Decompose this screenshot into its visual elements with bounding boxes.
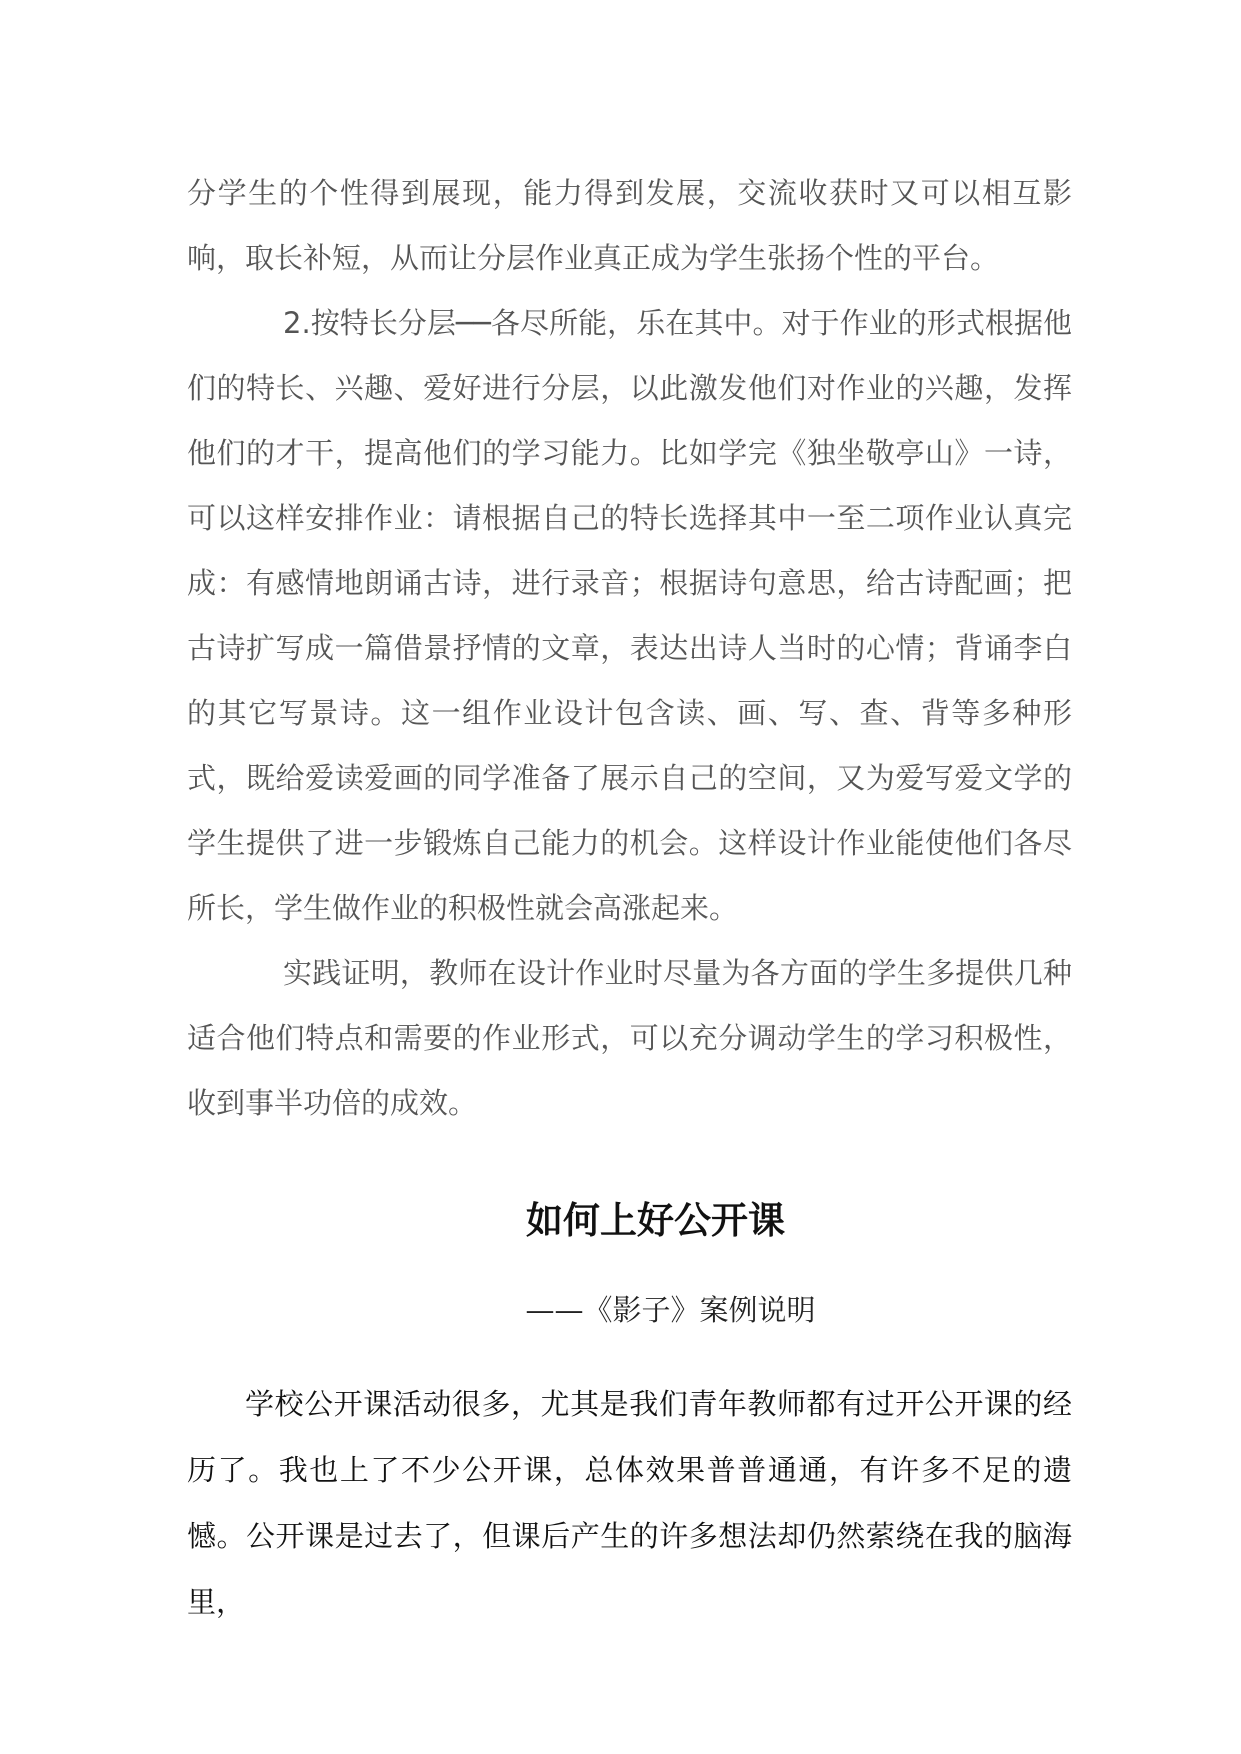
paragraph-practice-conclusion: 实践证明，教师在设计作业时尽量为各方面的学生多提供几种适合他们特点和需要的作业形式，可以充分调动学生的学习积极性，收到事半功倍的成效。 [187, 956, 1072, 1120]
article-subtitle: ——《影子》案例说明 [525, 1293, 816, 1327]
paragraph-intro: 学校公开课活动很多，尤其是我们青年教师都有过开公开课的经历了。我也上了不少公开课，总体效果普普通通，有许多不足的遗憾。公开课是过去了，但课后产生的许多想法却仍然萦绕在我的脑海里， [187, 1387, 1072, 1619]
paragraph-specialty-layering: 2.按特长分层──各尽所能，乐在其中。对于作业的形式根据他们的特长、兴趣、爱好进行分层，以此激发他们对作业的兴趣，发挥他们的才干，提高他们的学习能力。比如学完《独坐敬亭山》一诗，可以这样安排作业：请根据自己的特长选择其中一至二项作业认真完成：有感情地朗诵古诗，进行录音；根据诗句意思，给古诗配画；把古诗扩写成一篇借景抒情的文章，表达出诗人当时的心情；背诵李白的其它写景诗。这一组作业设计包含读、画、写、查、背等多种形式，既给爱读爱画的同学准备了展示自己的空间，又为爱写爱文学的学生提供了进一步锻炼自己能力的机会。这样设计作业能使他们各尽所长，学生做作业的积极性就会高涨起来。 [187, 306, 1072, 925]
article-body [187, 1371, 1072, 1635]
article-title: 如何上好公开课 [526, 1198, 785, 1242]
section-one-body [187, 161, 1072, 1136]
paragraph-continuation: 分学生的个性得到展现，能力得到发展，交流收获时又可以相互影响，取长补短，从而让分层作业真正成为学生张扬个性的平台。 [187, 176, 1072, 275]
